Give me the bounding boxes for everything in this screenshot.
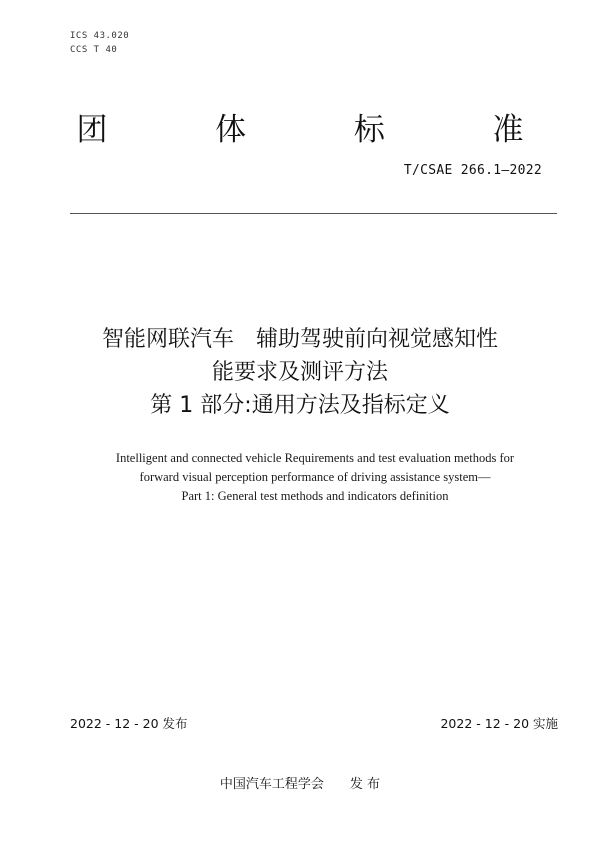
standard-type-char: 团 (76, 112, 108, 148)
english-title-line: Part 1: General test methods and indicators definition (181, 489, 449, 503)
chinese-title (0, 323, 600, 422)
standard-type-heading (70, 108, 530, 152)
classification-codes (70, 29, 129, 57)
standard-type-char: 准 (492, 112, 524, 148)
standard-type-char: 体 (215, 112, 247, 148)
issuing-organization: 中国汽车工程学会 发 布 (219, 777, 381, 792)
chinese-title-line: 第 1 部分:通用方法及指标定义 (150, 393, 450, 418)
header-divider (70, 213, 557, 214)
english-title-line: forward visual perception performance of driving assistance system— (139, 470, 491, 484)
english-title (0, 449, 600, 506)
ics-code: ICS 43.020 (70, 31, 130, 41)
issue-date: 2022 - 12 - 20 发布 (70, 716, 188, 731)
implementation-date: 2022 - 12 - 20 实施 (440, 716, 558, 731)
standard-number: T/CSAE 266.1—2022 (403, 163, 542, 178)
chinese-title-line: 智能网联汽车 辅助驾驶前向视觉感知性 (101, 327, 498, 352)
standard-type-char: 标 (353, 112, 385, 148)
chinese-title-line: 能要求及测评方法 (211, 360, 388, 385)
ccs-code: CCS T 40 (70, 45, 118, 55)
english-title-line: Intelligent and connected vehicle Requirements and test evaluation methods for (115, 451, 515, 465)
